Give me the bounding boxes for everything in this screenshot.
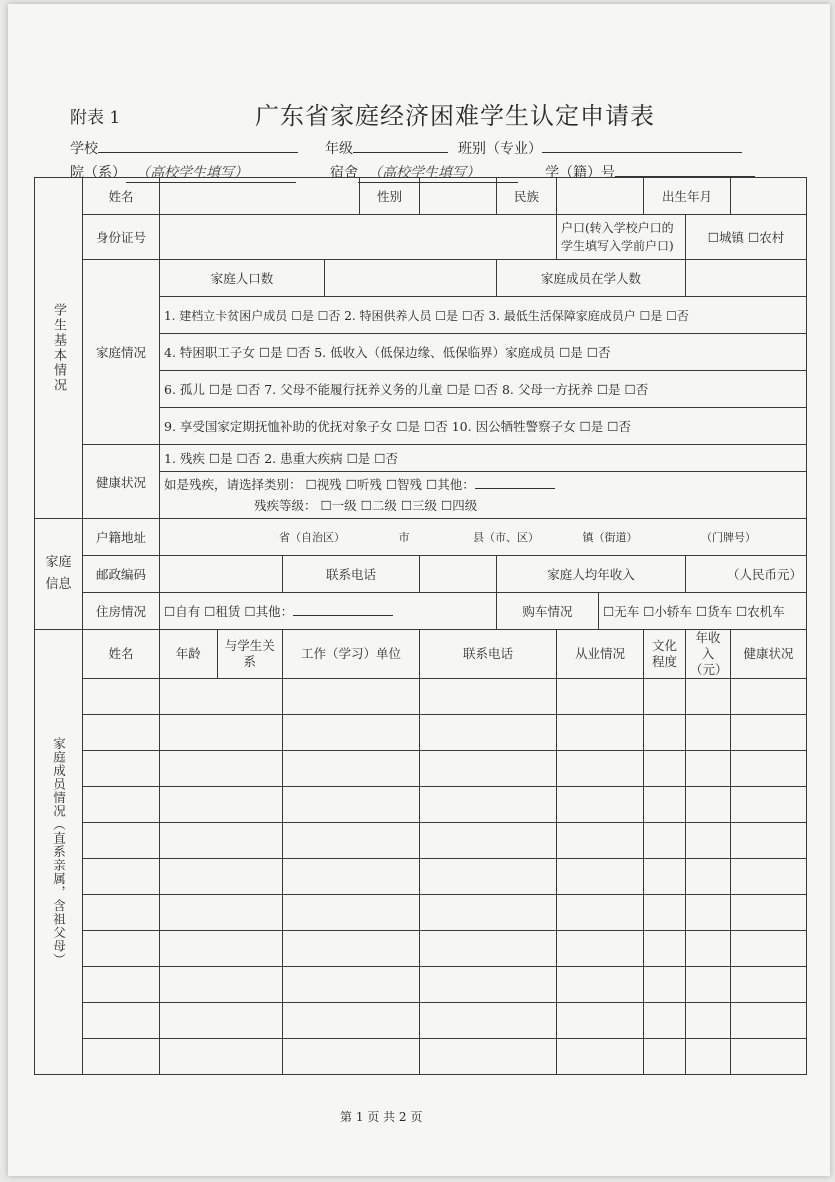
form-title: 广东省家庭经济困难学生认定申请表 [255, 102, 655, 130]
college-label: 院（系） [70, 165, 126, 181]
member-cell[interactable] [283, 931, 420, 967]
member-cell[interactable] [644, 895, 686, 931]
health-line-1[interactable]: 1. 残疾 ☐是 ☐否 2. 患重大疾病 ☐是 ☐否 [160, 445, 807, 472]
income-label: 家庭人均年收入 [497, 556, 686, 593]
member-cell[interactable] [283, 823, 420, 859]
member-cell[interactable] [686, 751, 731, 787]
member-row[interactable] [35, 1039, 807, 1075]
member-cell[interactable] [83, 967, 160, 1003]
member-cell[interactable] [686, 1003, 731, 1039]
member-cell[interactable] [420, 1003, 557, 1039]
col-employment: 从业情况 [557, 630, 644, 679]
member-cell[interactable] [83, 787, 160, 823]
member-cell[interactable] [686, 823, 731, 859]
member-cell[interactable] [731, 679, 807, 715]
section-family-members: 家庭成员情况（直系亲属，含祖父母） [35, 630, 83, 1075]
member-cell[interactable] [686, 895, 731, 931]
member-cell[interactable] [557, 967, 644, 1003]
member-cell[interactable] [283, 787, 420, 823]
phone-input[interactable] [420, 556, 497, 593]
member-cell[interactable] [283, 895, 420, 931]
member-cell[interactable] [686, 931, 731, 967]
school-field[interactable] [70, 138, 298, 158]
gender-label: 性别 [360, 178, 420, 215]
member-cell[interactable] [283, 715, 420, 751]
application-table [34, 177, 807, 1075]
member-row[interactable] [35, 859, 807, 895]
member-cell[interactable] [160, 967, 283, 1003]
health-disability-details[interactable] [160, 472, 807, 519]
name-input[interactable] [160, 178, 360, 215]
house-number-label: （门牌号） [701, 531, 756, 544]
member-cell[interactable] [686, 787, 731, 823]
section-family-info: 家庭信息 [35, 519, 83, 630]
col-health: 健康状况 [731, 630, 807, 679]
member-cell[interactable] [557, 679, 644, 715]
member-cell[interactable] [420, 715, 557, 751]
member-cell[interactable] [731, 751, 807, 787]
member-cell[interactable] [644, 1039, 686, 1075]
hukou-options[interactable] [686, 215, 807, 260]
member-cell[interactable] [644, 679, 686, 715]
member-cell[interactable] [644, 1003, 686, 1039]
member-cell[interactable] [83, 859, 160, 895]
member-cell[interactable] [686, 967, 731, 1003]
member-cell[interactable] [83, 931, 160, 967]
income-unit: （人民币元） [727, 567, 803, 582]
college-hint: （高校学生填写） [126, 162, 296, 183]
member-cell[interactable] [160, 859, 283, 895]
member-cell[interactable] [731, 1003, 807, 1039]
member-cell[interactable] [731, 787, 807, 823]
id-number-label: 身份证号 [83, 215, 160, 260]
member-cell[interactable] [557, 895, 644, 931]
member-cell[interactable] [731, 715, 807, 751]
province-label: 省（自治区） [279, 531, 345, 544]
member-cell[interactable] [557, 859, 644, 895]
member-cell[interactable] [160, 895, 283, 931]
school-label: 学校 [70, 141, 98, 157]
family-condition-line-3[interactable]: 6. 孤儿 ☐是 ☐否 7. 父母不能履行抚养义务的儿童 ☐是 ☐否 8. 父母一方抚养 ☐是 ☐否 [160, 371, 807, 408]
disability-type-options[interactable]: 如是残疾，请选择类别： ☐视残 ☐听残 ☐智残 ☐其他： [164, 477, 475, 492]
member-cell[interactable] [83, 1039, 160, 1075]
section-basic-info: 学生基本情况 [35, 178, 83, 519]
member-row[interactable] [35, 823, 807, 859]
member-row[interactable] [35, 751, 807, 787]
member-cell[interactable] [644, 787, 686, 823]
member-cell[interactable] [160, 751, 283, 787]
member-cell[interactable] [420, 895, 557, 931]
dorm-hint: （高校学生填写） [358, 162, 518, 183]
member-cell[interactable] [557, 823, 644, 859]
member-cell[interactable] [160, 715, 283, 751]
county-label: 县（市、区） [473, 531, 539, 544]
gender-input[interactable] [420, 178, 497, 215]
income-input[interactable] [686, 556, 807, 593]
family-situation-label: 家庭情况 [83, 260, 160, 445]
member-cell[interactable] [644, 823, 686, 859]
car-options[interactable]: ☐无车 ☐小轿车 ☐货车 ☐农机车 [599, 593, 807, 630]
member-cell[interactable] [83, 715, 160, 751]
dorm-label: 宿舍 [330, 165, 358, 181]
member-cell[interactable] [644, 715, 686, 751]
member-cell[interactable] [83, 895, 160, 931]
member-row[interactable] [35, 679, 807, 715]
member-cell[interactable] [644, 751, 686, 787]
ethnicity-input[interactable] [557, 178, 644, 215]
member-cell[interactable] [686, 1039, 731, 1075]
member-cell[interactable] [283, 859, 420, 895]
member-cell[interactable] [731, 859, 807, 895]
member-row[interactable] [35, 1003, 807, 1039]
health-label: 健康状况 [83, 445, 160, 519]
member-cell[interactable] [160, 787, 283, 823]
member-cell[interactable] [160, 1039, 283, 1075]
name-label: 姓名 [83, 178, 160, 215]
grade-label: 年级 [325, 141, 353, 157]
student-id-label: 学（籍）号 [545, 165, 615, 181]
id-number-input[interactable] [160, 215, 557, 260]
member-cell[interactable] [557, 751, 644, 787]
member-cell[interactable] [83, 679, 160, 715]
postal-code-label: 邮政编码 [83, 556, 160, 593]
car-label: 购车情况 [497, 593, 599, 630]
col-relation: 与学生关系 [224, 638, 275, 669]
member-cell[interactable] [644, 967, 686, 1003]
class-major-label: 班别（专业） [458, 141, 542, 157]
member-cell[interactable] [283, 679, 420, 715]
rural-checkbox[interactable]: ☐农村 [748, 230, 785, 245]
col-education: 文化程度 [644, 630, 686, 679]
postal-code-input[interactable] [160, 556, 283, 593]
col-age: 年龄 [160, 630, 218, 678]
member-cell[interactable] [160, 823, 283, 859]
member-cell[interactable] [283, 1039, 420, 1075]
member-cell[interactable] [557, 787, 644, 823]
member-cell[interactable] [420, 967, 557, 1003]
member-cell[interactable] [686, 679, 731, 715]
town-label: 镇（街道） [582, 531, 638, 544]
member-cell[interactable] [731, 823, 807, 859]
member-cell[interactable] [283, 1003, 420, 1039]
col-work-unit: 工作（学习）单位 [283, 630, 420, 679]
member-cell[interactable] [557, 1003, 644, 1039]
member-row[interactable] [35, 931, 807, 967]
member-cell[interactable] [420, 931, 557, 967]
member-cell[interactable] [686, 859, 731, 895]
member-cell[interactable] [731, 895, 807, 931]
member-cell[interactable] [283, 751, 420, 787]
birth-input[interactable] [731, 178, 807, 215]
member-cell[interactable] [83, 823, 160, 859]
member-cell[interactable] [731, 1039, 807, 1075]
family-condition-line-1[interactable]: 1. 建档立卡贫困户成员 ☐是 ☐否 2. 特困供养人员 ☐是 ☐否 3. 最低生活保障家庭成员户 ☐是 ☐否 [160, 297, 807, 334]
member-cell[interactable] [420, 1039, 557, 1075]
address-label: 户籍地址 [83, 519, 160, 556]
city-label: 市 [398, 531, 410, 544]
population-input[interactable] [325, 260, 497, 297]
annex-label: 附表 1 [70, 108, 121, 128]
member-row[interactable] [35, 787, 807, 823]
member-cell[interactable] [644, 931, 686, 967]
member-cell[interactable] [686, 715, 731, 751]
disability-level-options[interactable]: 残疾等级： ☐一级 ☐二级 ☐三级 ☐四级 [254, 498, 478, 513]
col-annual-income: 年收入（元） [686, 630, 731, 679]
member-cell[interactable] [644, 859, 686, 895]
population-label: 家庭人口数 [160, 260, 325, 297]
class-major-field[interactable] [458, 138, 742, 158]
member-cell[interactable] [420, 787, 557, 823]
col-age-relation [160, 630, 283, 679]
member-cell[interactable] [557, 715, 644, 751]
housing-label: 住房情况 [83, 593, 160, 630]
housing-options[interactable]: ☐自有 ☐租赁 ☐其他： [160, 593, 497, 630]
ethnicity-label: 民族 [497, 178, 557, 215]
member-cell[interactable] [731, 931, 807, 967]
member-cell[interactable] [160, 931, 283, 967]
member-cell[interactable] [420, 859, 557, 895]
urban-checkbox[interactable]: ☐城镇 [707, 230, 745, 245]
member-cell[interactable] [83, 751, 160, 787]
member-cell[interactable] [160, 1003, 283, 1039]
hukou-note: 户口(转入学校户口的学生填写入学前户口) [557, 215, 686, 260]
member-row[interactable] [35, 715, 807, 751]
member-cell[interactable] [420, 679, 557, 715]
member-row[interactable] [35, 895, 807, 931]
member-cell[interactable] [731, 967, 807, 1003]
birth-label: 出生年月 [644, 178, 731, 215]
member-row[interactable] [35, 967, 807, 1003]
members-in-school-input[interactable] [686, 260, 807, 297]
member-cell[interactable] [160, 679, 283, 715]
family-condition-line-4[interactable]: 9. 享受国家定期抚恤补助的优抚对象子女 ☐是 ☐否 10. 因公牺牲警察子女 ☐是 ☐否 [160, 408, 807, 445]
grade-field[interactable] [325, 138, 448, 158]
member-cell[interactable] [83, 1003, 160, 1039]
col-name: 姓名 [83, 630, 160, 679]
page-footer: 第 1 页 共 2 页 [340, 1110, 423, 1124]
family-condition-line-2[interactable]: 4. 特困职工子女 ☐是 ☐否 5. 低收入（低保边缘、低保临界）家庭成员 ☐是 ☐否 [160, 334, 807, 371]
member-cell[interactable] [557, 1039, 644, 1075]
member-cell[interactable] [420, 823, 557, 859]
member-cell[interactable] [283, 967, 420, 1003]
member-cell[interactable] [420, 751, 557, 787]
members-in-school-label: 家庭成员在学人数 [497, 260, 686, 297]
address-input[interactable] [160, 519, 807, 556]
phone-label: 联系电话 [283, 556, 420, 593]
col-phone: 联系电话 [420, 630, 557, 679]
member-cell[interactable] [557, 931, 644, 967]
